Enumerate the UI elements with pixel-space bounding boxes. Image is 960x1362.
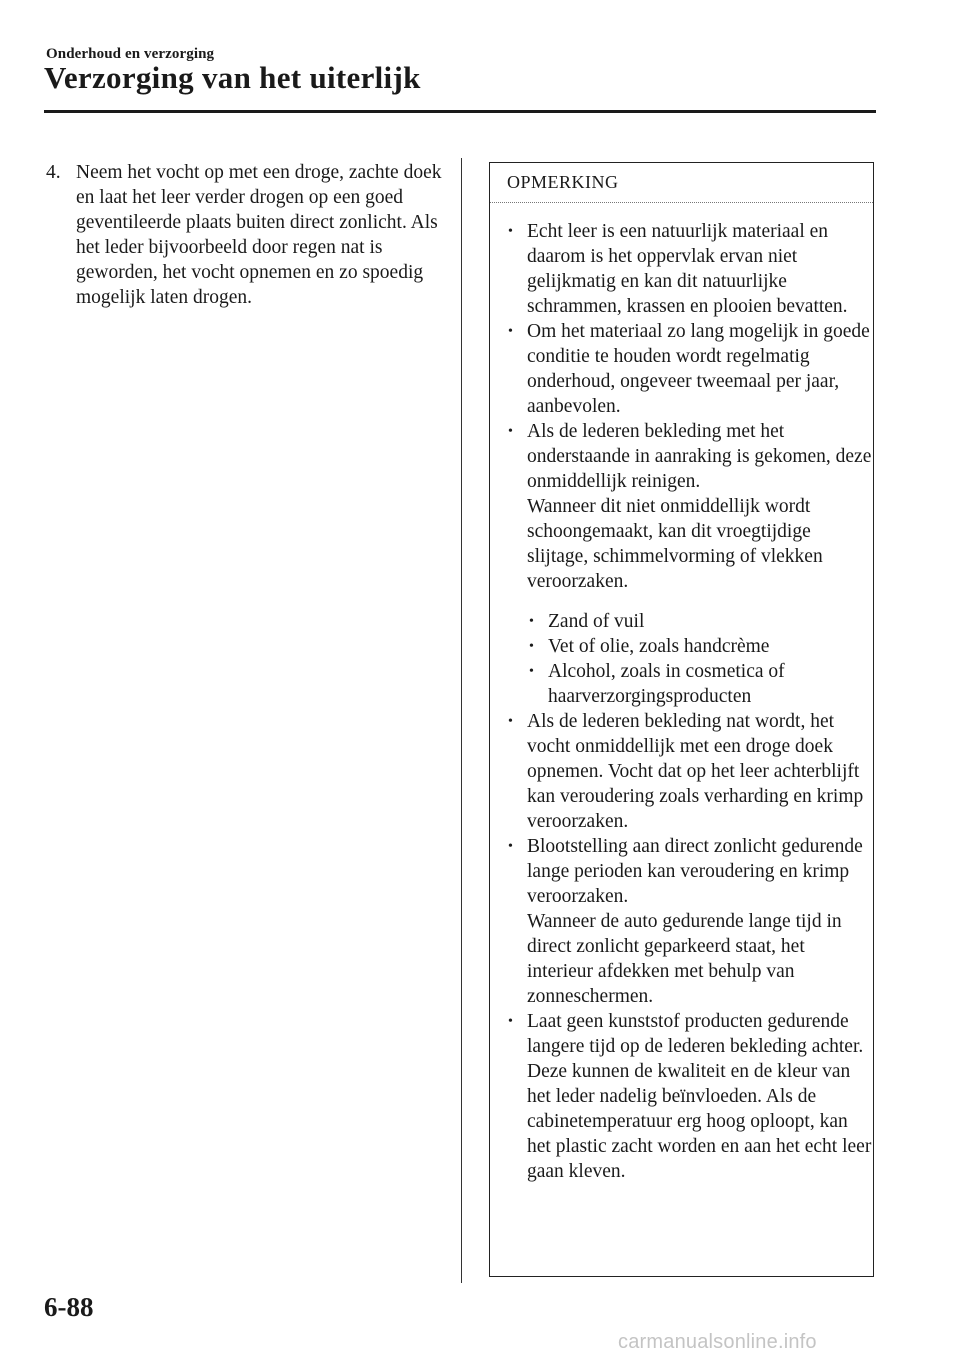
- note-item: [506, 709, 872, 834]
- bullet-icon: •: [508, 424, 513, 439]
- bullet-icon: •: [529, 639, 534, 654]
- bullet-icon: •: [508, 224, 513, 239]
- watermark[interactable]: carmanualsonline.info: [618, 1331, 817, 1353]
- step-4: [46, 160, 446, 310]
- note-sub-list: [527, 609, 872, 709]
- note-item-text: Om het materiaal zo lang mogelijk in goede conditie te houden wordt regelmatig onderhoud, ongeveer tweemaal per jaar, aanbevolen.: [527, 321, 870, 417]
- bullet-icon: •: [529, 614, 534, 629]
- note-item: [506, 219, 872, 319]
- note-item: [506, 419, 872, 709]
- note-item: [506, 1009, 872, 1184]
- note-divider: [490, 202, 873, 203]
- note-item: [506, 319, 872, 419]
- page-number: 6-88: [44, 1292, 94, 1322]
- bullet-icon: •: [508, 1014, 513, 1029]
- step-number: 4.: [46, 162, 61, 183]
- column-divider: [461, 158, 462, 1283]
- note-list: [506, 219, 872, 1184]
- note-sub-item: [527, 609, 872, 634]
- bullet-icon: •: [529, 664, 534, 679]
- note-sub-item-text: Vet of olie, zoals handcrème: [548, 636, 770, 657]
- note-item-extra: Wanneer de auto gedurende lange tijd in direct zonlicht geparkeerd staat, het interieur afdekken met behulp van zonneschermen.: [527, 911, 842, 1007]
- note-sub-item-text: Zand of vuil: [548, 611, 645, 632]
- note-sub-item: [527, 634, 872, 659]
- header-rule: [44, 110, 876, 113]
- bullet-icon: •: [508, 839, 513, 854]
- note-item-text: Blootstelling aan direct zonlicht gedurende lange perioden kan veroudering en krimp veroorzaken.: [527, 836, 863, 907]
- step-text: Neem het vocht op met een droge, zachte doek en laat het leer verder drogen op een goed geventileerde plaats buiten direct zonlicht. Als het leder bijvoorbeeld door regen nat is geworden, het vocht opnemen en zo spoedig mogelijk laten drogen.: [76, 162, 442, 308]
- note-item-text: Echt leer is een natuurlijk materiaal en daarom is het oppervlak ervan niet gelijkmatig en kan dit natuurlijke schrammen, krassen en plooien bevatten.: [527, 221, 848, 317]
- section-label: Onderhoud en verzorging: [46, 46, 215, 62]
- page-title: Verzorging van het uiterlijk: [44, 60, 421, 95]
- note-box: [489, 162, 874, 1277]
- note-title: OPMERKING: [507, 172, 619, 192]
- note-sub-item-text: Alcohol, zoals in cosmetica of haarverzorgingsproducten: [548, 661, 785, 707]
- bullet-icon: •: [508, 714, 513, 729]
- note-sub-item: [527, 659, 872, 709]
- note-item-text: Als de lederen bekleding nat wordt, het vocht onmiddellijk met een droge doek opnemen. Vocht dat op het leer achterblijft kan veroudering zoals verharding en krimp veroorzaken.: [527, 711, 864, 832]
- note-item-extra: Wanneer dit niet onmiddellijk wordt schoongemaakt, kan dit vroegtijdige slijtage, schimmelvorming of vlekken veroorzaken.: [527, 496, 823, 592]
- bullet-icon: •: [508, 324, 513, 339]
- note-item-text: Laat geen kunststof producten gedurende langere tijd op de lederen bekleding achter. Deze kunnen de kwaliteit en de kleur van het leder nadelig beïnvloeden. Als de cabinetemperatuur erg hoog oploopt, kan het plastic zacht worden en aan het echt leer gaan kleven.: [527, 1011, 872, 1182]
- note-item-text: Als de lederen bekleding met het onderstaande in aanraking is gekomen, deze onmiddellijk reinigen.: [527, 421, 872, 492]
- note-item: [506, 834, 872, 1009]
